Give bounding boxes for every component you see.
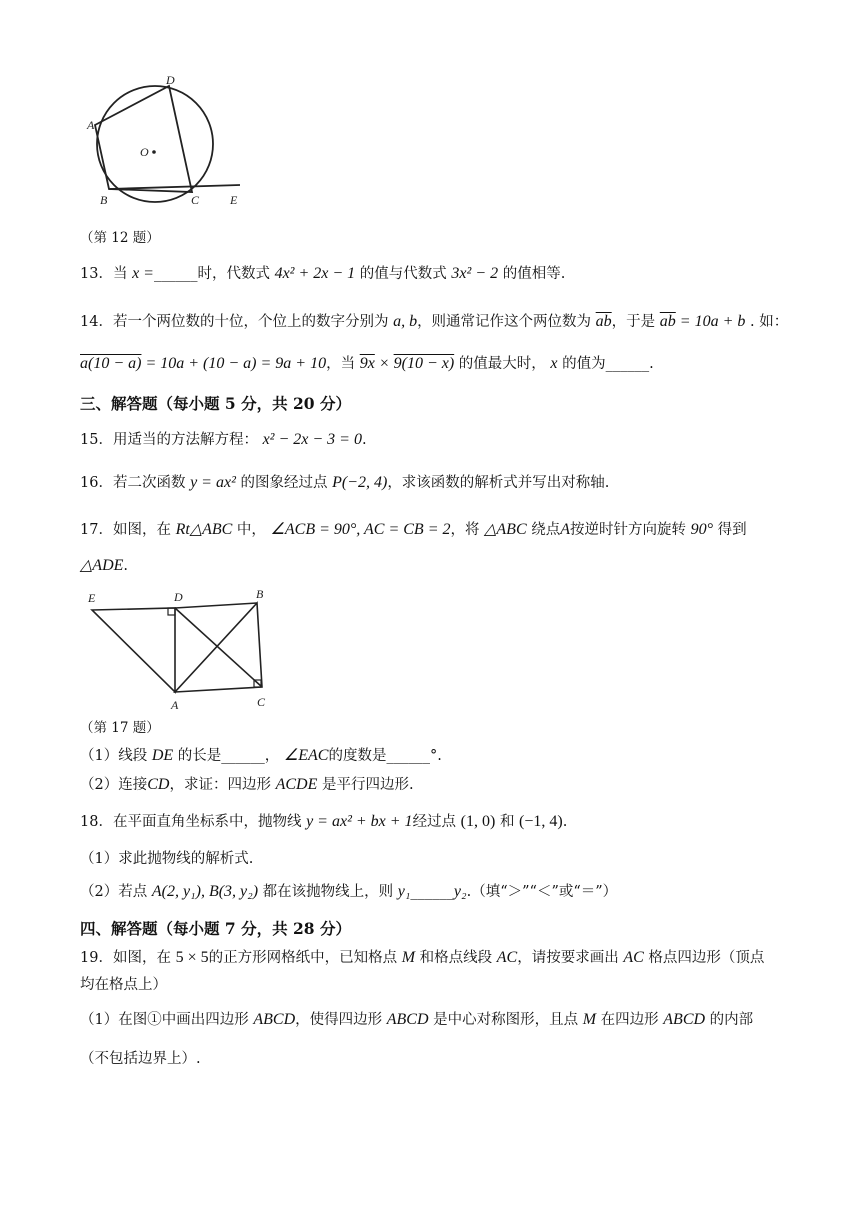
label-e: E: [230, 193, 238, 207]
question-13: 13．当 x =______时，代数式 4x² + 2x − 1 的值与代数式 3x² − 2 的值相等.: [80, 265, 566, 282]
figure-17-caption: （第 17 题）: [80, 720, 160, 736]
question-14-line1: 14．若一个两位数的十位，个位上的数字分别为 a, b，则通常记作这个两位数为 $\overline{ab}$，于是 $\overline{ab} = 10a + b$ . 如：: [80, 313, 789, 330]
center-point-o: [152, 150, 156, 154]
label-d: D: [174, 590, 183, 604]
q13-expr-a: x =: [132, 265, 154, 282]
question-19-line2: 均在格点上）: [80, 977, 167, 993]
label-b: B: [256, 588, 264, 601]
question-17-line1: 17．如图，在 Rt△ABC 中， ∠ACB = 90°, AC = CB = 2，将 △ABC 绕点A按逆时针方向旋转 90° 得到: [80, 521, 747, 538]
label-c: C: [191, 193, 200, 207]
label-o: O: [140, 145, 149, 159]
question-19-part-1-line2: （不包括边界上）.: [80, 1051, 201, 1067]
section-3-title: 三、解答题（每小题 5 分，共 20 分）: [80, 394, 351, 413]
question-18-part-1: （1）求此抛物线的解析式.: [80, 851, 254, 867]
triangle-ade: [92, 608, 175, 692]
question-18: 18．在平面直角坐标系中，抛物线 y = ax² + bx + 1经过点 (1, 0) 和 (−1, 4).: [80, 813, 568, 830]
circle-o: [97, 86, 213, 202]
label-c: C: [257, 695, 266, 709]
label-e: E: [88, 591, 96, 605]
q18-blank: ______: [410, 884, 454, 900]
q13-expr-b: 4x² + 2x − 1: [274, 265, 356, 282]
q14-overline-ab: $\overline{ab}$: [595, 313, 612, 330]
segment-db: [175, 603, 257, 608]
label-b: B: [100, 193, 108, 207]
question-15: 15．用适当的方法解方程： x² − 2x − 3 = 0.: [80, 431, 367, 448]
question-17-line2: △ADE.: [80, 557, 129, 574]
right-angle-mark-d: [168, 608, 175, 615]
figure-12-circle-diagram: [80, 72, 260, 212]
question-19-part-1: （1）在图①中画出四边形 ABCD，使得四边形 ABCD 是中心对称图形，且点 M 在四边形 ABCD 的内部: [80, 1011, 754, 1028]
question-18-part-2: （2）若点 A(2, y₁), B(3, y₂) 都在该抛物线上，则 y₁______y₂.（填“＞”“＜”或“＝”）: [80, 883, 618, 900]
question-17-part-1: （1）线段 DE 的长是______， ∠EAC的度数是______°.: [80, 747, 442, 764]
label-d: D: [166, 73, 175, 87]
question-14-line2: a(10 − a) = 10a + (10 − a) = 9a + 10，当 9x × 9(10 − x) 的值最大时， x 的值为______.: [80, 355, 654, 372]
figure-12-caption: （第 12 题）: [80, 230, 160, 246]
segment-dc: [175, 608, 262, 687]
q13-expr-c: 3x² − 2: [451, 265, 499, 282]
label-a: A: [171, 698, 179, 712]
tangent-line-ce: [109, 185, 240, 189]
label-a: A: [87, 118, 95, 132]
quadrilateral-abcd: [95, 86, 192, 192]
question-16: 16．若二次函数 y = ax² 的图象经过点 P(−2, 4)，求该函数的解析式并写出对称轴.: [80, 474, 610, 491]
q13-blank: ______: [153, 266, 198, 282]
figure-17-rotation-diagram: [80, 588, 280, 714]
section-4-title: 四、解答题（每小题 7 分，共 28 分）: [80, 919, 351, 938]
question-19-line1: 19．如图，在 5 × 5的正方形网格纸中，已知格点 M 和格点线段 AC，请按要求画出 AC 格点四边形（顶点: [80, 949, 765, 966]
question-17-part-2: （2）连接CD，求证：四边形 ACDE 是平行四边形.: [80, 776, 414, 793]
